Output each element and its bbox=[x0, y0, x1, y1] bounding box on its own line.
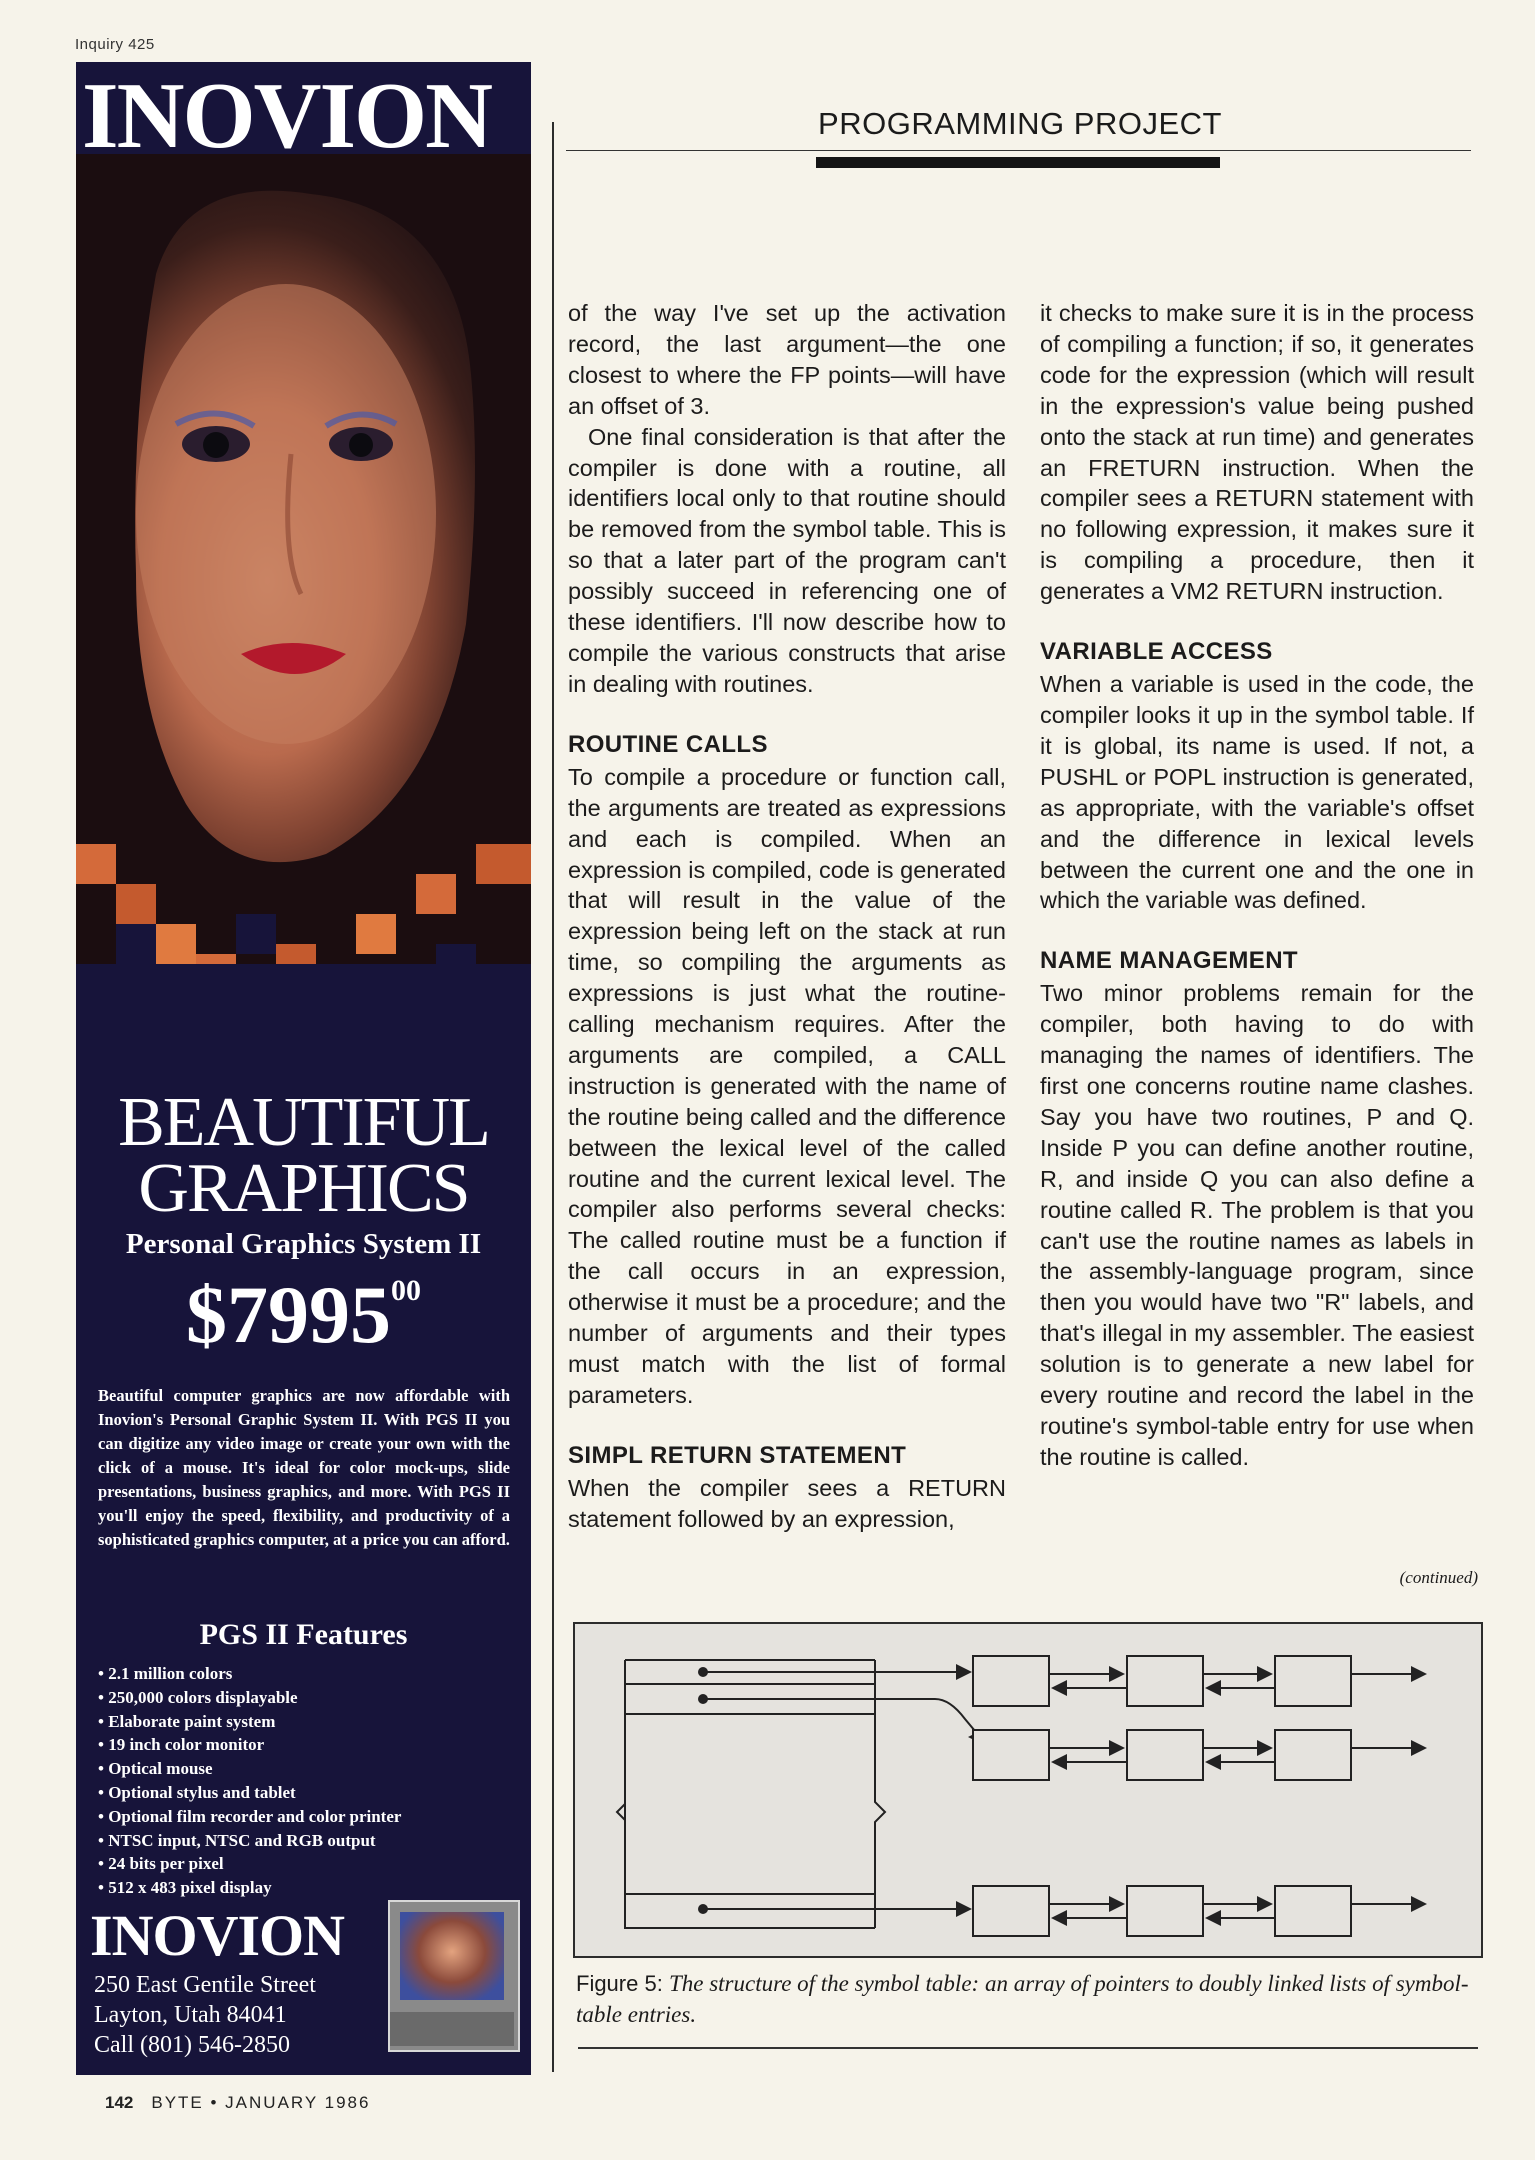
inovion-logo: INOVION bbox=[82, 64, 492, 168]
section-bar bbox=[816, 157, 1220, 168]
feature-item: • 512 x 483 pixel display bbox=[98, 1876, 401, 1900]
monitor-base bbox=[390, 2012, 514, 2046]
paragraph: To compile a procedure or function call, the arguments are treated as expressions and each is compiled. When an expression is compiled, code is generated that will result in the value of the expression being left on the stack at run time, so compiling the arguments as expressions is just what the routine-calling mechanism requires. After the arguments are compiled, a CALL instruction is generated with the name of the routine being called and the difference between the lexical level of the called routine and the current lexical level. The compiler also performs several checks: The called routine must be a function if the call occurs in an expression, otherwise it must be a procedure; and the number of arguments and their types must match with the list of formal parameters. bbox=[568, 763, 1006, 1408]
inovion-logo-bottom: INOVION bbox=[90, 1903, 345, 1968]
price-main: $7995 bbox=[186, 1269, 391, 1360]
ad-subhead: Personal Graphics System II bbox=[125, 1228, 482, 1260]
ad-features-list bbox=[98, 1662, 401, 1900]
feature-item: • NTSC input, NTSC and RGB output bbox=[98, 1829, 401, 1853]
heading-simpl-return: SIMPL RETURN STATEMENT bbox=[568, 1441, 907, 1469]
feature-item: • Elaborate paint system bbox=[98, 1710, 401, 1734]
ad-body-text: Beautiful computer graphics are now affordable with Inovion's Personal Graphic System II. With PGS II you can digitize any video image or create your own with the click of a mouse. It's ideal for color mock-ups, slide presentations, business graphics, and more. With PGS II you'll enjoy the speed, flexibility, and productivity of a sophisticated graphics computer, at a price you can afford. bbox=[98, 1386, 510, 1549]
ad-headline bbox=[76, 1084, 531, 1227]
caption-rule bbox=[578, 2047, 1478, 2049]
page-footer bbox=[105, 2093, 370, 2113]
section-rule bbox=[566, 150, 1471, 151]
monitor-image bbox=[388, 1900, 520, 2052]
address-phone: Call (801) 546-2850 bbox=[94, 2032, 290, 2058]
figure-5-diagram bbox=[573, 1622, 1483, 1958]
feature-item: • 24 bits per pixel bbox=[98, 1852, 401, 1876]
page-number: 142 bbox=[105, 2093, 134, 2112]
continued-note: (continued) bbox=[1399, 1568, 1478, 1587]
heading-variable-access: VARIABLE ACCESS bbox=[1040, 638, 1273, 666]
paragraph: When the compiler sees a RETURN statement followed by an expression, bbox=[568, 1474, 1006, 1532]
article-column-left bbox=[568, 298, 1006, 1535]
ad-price bbox=[76, 1268, 531, 1362]
column-divider bbox=[552, 122, 554, 2072]
feature-item: • Optional stylus and tablet bbox=[98, 1781, 401, 1805]
figure-caption bbox=[576, 1968, 1474, 2030]
price-cents: 00 bbox=[391, 1274, 421, 1307]
figure-caption-label: Figure 5: bbox=[576, 1971, 663, 1996]
ad-headline-line2: GRAPHICS bbox=[138, 1150, 469, 1227]
figure-caption-text: The structure of the symbol table: an array of pointers to doubly linked lists of symbol-table entries. bbox=[576, 1971, 1469, 2027]
feature-item: • 2.1 million colors bbox=[98, 1662, 401, 1686]
article-column-right bbox=[1040, 298, 1474, 1473]
ad-portrait-photo bbox=[76, 154, 531, 1147]
address-street: 250 East Gentile Street bbox=[94, 1972, 316, 1998]
magazine-issue: BYTE • JANUARY 1986 bbox=[151, 2093, 371, 2112]
feature-item: • Optical mouse bbox=[98, 1757, 401, 1781]
section-title: PROGRAMMING PROJECT bbox=[818, 106, 1222, 141]
inquiry-number: Inquiry 425 bbox=[75, 36, 155, 53]
ad-address bbox=[94, 1970, 316, 2060]
symbol-table-diagram bbox=[575, 1624, 1481, 1956]
feature-item: • Optional film recorder and color printer bbox=[98, 1805, 401, 1829]
ad-headline-line1: BEAUTIFUL bbox=[118, 1084, 489, 1161]
heading-name-management: NAME MANAGEMENT bbox=[1040, 947, 1298, 975]
paragraph: When a variable is used in the code, the compiler looks it up in the symbol table. If it is global, its name is used. If not, a PUSHL or POPL instruction is generated, as appropriate, with the variable's offset and the difference in lexical levels between the current one and the one in which the variable was defined. bbox=[1040, 671, 1474, 914]
ad-logo-top bbox=[76, 62, 531, 168]
ad-features-title: PGS II Features bbox=[199, 1618, 408, 1651]
paragraph: Two minor problems remain for the compiler, both having to do with managing the names of identifiers. The first one concerns routine name clashes. Say you have two routines, P and Q. Inside P you can define another routine, R, and inside Q you can also define a routine called R. The problem is that you can't use the routine names as labels in the assembly-language program, since then you would have two "R" labels, and that's illegal in my assembler. The easiest solution is to generate a new label for every routine and record the label in the routine's symbol-table entry for use when the routine is called. bbox=[1040, 980, 1474, 1470]
feature-item: • 250,000 colors displayable bbox=[98, 1686, 401, 1710]
monitor-screen bbox=[400, 1912, 504, 2000]
paragraph: of the way I've set up the activation record, the last argument—the one closest to where the FP points—will have an offset of 3. bbox=[568, 300, 1006, 419]
portrait-illustration bbox=[76, 154, 531, 1147]
address-city: Layton, Utah 84041 bbox=[94, 2002, 287, 2028]
inovion-advertisement bbox=[76, 62, 531, 2075]
paragraph: it checks to make sure it is in the process of compiling a function; if so, it generates code for the expression (which will result in the expression's value being pushed onto the stack at run time) and generates an FRETURN instruction. When the compiler sees a RETURN statement with no following expression, it makes sure it is compiling a procedure, then it generates a VM2 RETURN instruction. bbox=[1040, 300, 1474, 605]
feature-item: • 19 inch color monitor bbox=[98, 1733, 401, 1757]
heading-routine-calls: ROUTINE CALLS bbox=[568, 730, 768, 758]
paragraph: One final consideration is that after the compiler is done with a routine, all identifiers local only to that routine should be removed from the symbol table. This is so that a later part of the program can't possibly succeed in referencing one of these identifiers. I'll now describe how to compile the various constructs that arise in dealing with routines. bbox=[568, 423, 1006, 697]
